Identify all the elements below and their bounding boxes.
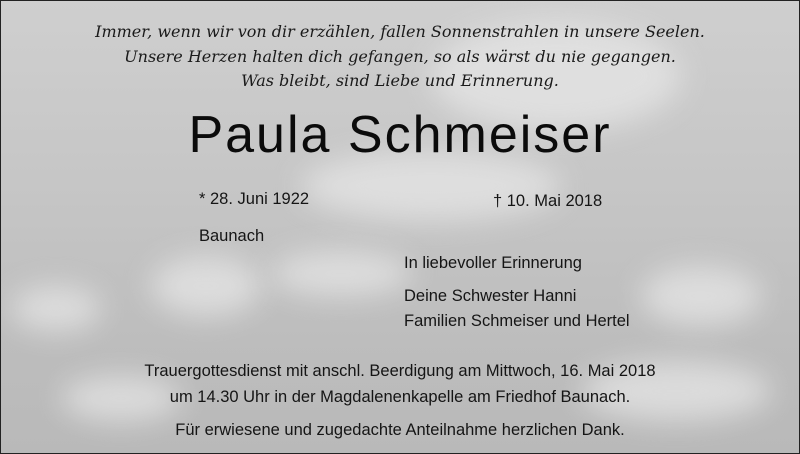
service-info-line: um 14.30 Uhr in der Magdalenenkapelle am Friedhof Baunach. — [169, 388, 631, 406]
cloud — [271, 251, 411, 296]
birth-date: * 28. Juni 1922 — [199, 190, 310, 208]
verse-line: Was bleibt, sind Liebe und Erinnerung. — [241, 71, 559, 90]
verse-line: Unsere Herzen halten dich gefangen, so als wärst du nie gegangen. — [124, 46, 676, 66]
mourner-line: Deine Schwester Hanni — [404, 287, 577, 305]
cloud — [151, 256, 261, 316]
closing-line: In liebevoller Erinnerung — [404, 254, 582, 272]
verse — [1, 20, 799, 94]
deceased-name: Paula Schmeiser — [188, 106, 612, 164]
place-of-residence: Baunach — [199, 227, 265, 245]
cloud — [641, 266, 761, 326]
mourner-line: Familien Schmeiser und Hertel — [404, 312, 630, 330]
service-info-line: Trauergottesdienst mit anschl. Beerdigung am Mittwoch, 16. Mai 2018 — [144, 362, 656, 380]
death-date: † 10. Mai 2018 — [493, 192, 603, 210]
cloud — [11, 286, 101, 331]
verse-line: Immer, wenn wir von dir erzählen, fallen Sonnenstrahlen in unsere Seelen. — [95, 22, 705, 41]
thanks-line: Für erwiesene und zugedachte Anteilnahme herzlichen Dank. — [175, 421, 625, 439]
